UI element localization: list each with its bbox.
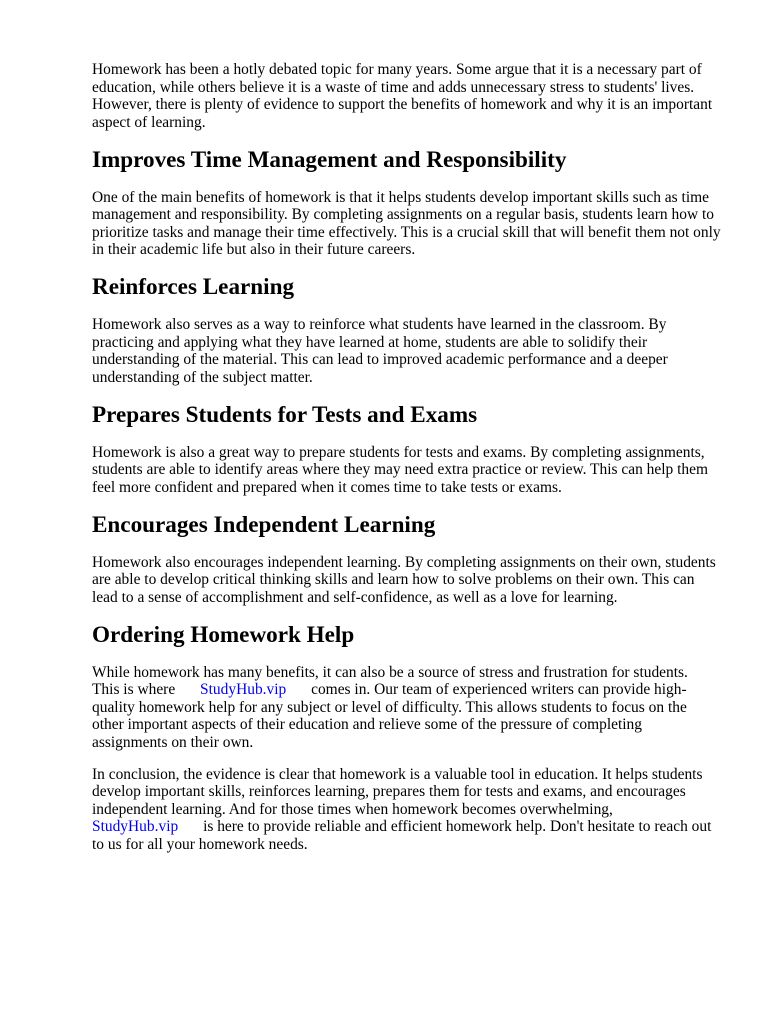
text-line: In conclusion, the evidence is clear that homework is a valuable tool in education. It helps students: [92, 765, 703, 783]
text-segment: is here to provide reliable and efficient homework help. Don't hesitate to reach out: [203, 818, 712, 835]
text-line: [92, 681, 752, 699]
text-line: practicing and applying what they have learned at home, students are able to solidify their: [92, 333, 648, 351]
paragraph: [92, 664, 752, 752]
text-line: assignments on their own.: [92, 733, 254, 751]
intro-paragraph: [92, 61, 752, 131]
text-line: understanding of the subject matter.: [92, 368, 313, 386]
text-line: develop important skills, reinforces learning, prepares them for tests and exams, and encourages: [92, 783, 686, 800]
conclusion-paragraph: [92, 766, 752, 854]
section-heading: Improves Time Management and Responsibility: [92, 146, 567, 173]
text-line: One of the main benefits of homework is that it helps students develop important skills such as time: [92, 188, 709, 206]
paragraph: [92, 316, 752, 386]
text-line: Homework also encourages independent learning. By completing assignments on their own, students: [92, 553, 716, 571]
text-line: other important aspects of their education and relieve some of the pressure of completing: [92, 716, 642, 733]
text-line: quality homework help for any subject or level of difficulty. This allows students to focus on the: [92, 698, 687, 716]
text-line: education, while others believe it is a waste of time and adds unnecessary stress to students' lives.: [92, 78, 695, 96]
studyhub-link[interactable]: StudyHub.vip: [92, 818, 179, 835]
text-line: are able to develop critical thinking skills and learn how to solve problems on their own. This can: [92, 571, 695, 588]
section-heading: Prepares Students for Tests and Exams: [92, 401, 478, 428]
text-segment: This is where: [92, 681, 176, 698]
text-line: students are able to identify areas where they may need extra practice or review. This can help them: [92, 461, 708, 478]
paragraph: [92, 444, 752, 497]
text-line: in their academic life but also in their future careers.: [92, 241, 416, 258]
text-line: prioritize tasks and manage their time effectively. This is a crucial skill that will benefit them not only: [92, 223, 721, 241]
section-heading: Ordering Homework Help: [92, 621, 355, 648]
section-heading: Encourages Independent Learning: [92, 511, 436, 538]
text-line: independent learning. And for those times when homework becomes overwhelming,: [92, 800, 613, 818]
paragraph: [92, 554, 752, 607]
text-line: management and responsibility. By completing assignments on a regular basis, students learn how to: [92, 206, 714, 223]
text-line: [92, 818, 752, 836]
studyhub-link[interactable]: StudyHub.vip: [200, 681, 287, 698]
text-line: lead to a sense of accomplishment and self-confidence, as well as a love for learning.: [92, 588, 618, 606]
text-line: Homework has been a hotly debated topic for many years. Some argue that it is a necessary part of: [92, 61, 702, 78]
text-line: Homework also serves as a way to reinforce what students have learned in the classroom. By: [92, 316, 667, 333]
text-line: feel more confident and prepared when it comes time to take tests or exams.: [92, 478, 562, 496]
text-line: While homework has many benefits, it can also be a source of stress and frustration for students.: [92, 663, 688, 681]
text-segment: comes in. Our team of experienced writers can provide high-: [311, 681, 687, 698]
text-line: However, there is plenty of evidence to support the benefits of homework and why it is an important: [92, 96, 713, 113]
text-line: to us for all your homework needs.: [92, 835, 308, 853]
document-body: [92, 61, 752, 853]
text-line: Homework is also a great way to prepare students for tests and exams. By completing assignments,: [92, 443, 705, 461]
section-heading: Reinforces Learning: [92, 274, 295, 301]
paragraph: [92, 189, 752, 259]
text-line: aspect of learning.: [92, 113, 206, 131]
text-line: understanding of the material. This can lead to improved academic performance and a deeper: [92, 351, 668, 368]
